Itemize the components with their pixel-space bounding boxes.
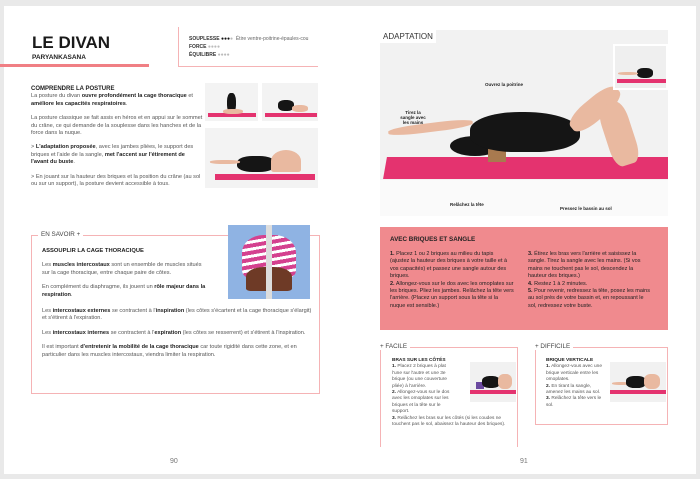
adaptation-thumbnail [613,44,668,90]
callout-strap: Tirez la sangle avec les mains [400,110,426,125]
attr-force: FORCE ●●●● [189,44,220,50]
easy-step-1: 1. Placez 2 briques à plat l'une sur l'autre et une 3e brique (ou une couverture pliée) à l'arrière. [392,364,447,389]
adaptation-label: ADAPTATION [380,30,436,43]
understand-p4: > En jouant sur la hauteur des briques et la position du crâne (au sol ou sur un support), la posture devient accessible à tous. [31,173,201,188]
callout-chest: Ouvrez la poitrine [485,82,524,87]
pose-subtitle: PARYANKASANA [32,54,86,61]
savoir-p2: En complément du diaphragme, ils jouent un rôle majeur dans la respiration. [42,284,206,298]
easy-box [380,343,518,447]
right-page [350,6,696,474]
ribcage-illustration [228,225,310,299]
photo-seated-pose [205,83,258,121]
easy-step-2: 2. Allongez-vous sur le dos avec les omoplates sur les briques et la tête sur le support. [392,390,450,415]
steps-heading: AVEC BRIQUES ET SANGLE [390,236,476,243]
hard-box [535,343,668,425]
photo-adapted-pose [205,128,318,188]
hard-step-3: 3. Relâchez la tête vers le sol. [546,396,602,408]
attributes-box [178,27,318,67]
savoir-p5: Il est important d'entretenir la mobilité de la cage thoracique car toute rigidité dans cette zone, et en particulier dans les muscles intercostaux, viendra limiter la respiration. [42,344,297,358]
easy-heading: BRAS SUR LES CÔTÉS [392,358,446,363]
savoir-p3: Les intercostaux externes se contractent à l'inspiration (les côtes s'écartent et la cage thoracique s'élargit) et s'étirent à l'expiration. [42,308,312,322]
savoir-p4: Les intercostaux internes se contractent à l'expiration (les côtes se resserrent) et s'étirent à l'inspiration. [42,329,306,336]
callout-head: Relâchez la tête [450,202,484,207]
en-savoir-heading: ASSOUPLIR LA CAGE THORACIQUE [42,248,144,254]
left-page [4,6,350,474]
pose-title: LE DIVAN [32,33,111,52]
hard-photo [610,362,666,402]
page-number-left: 90 [170,458,178,465]
easy-photo [470,362,516,402]
hard-step-2: 2. En tirant la sangle, amenez les mains au sol. [546,383,601,396]
callout-pelvis: Pressez le bassin au sol [560,206,612,211]
easy-label: + FACILE [377,343,410,350]
title-underline [0,64,149,67]
steps-box [380,227,668,330]
understand-heading: COMPRENDRE LA POSTURE [31,86,115,92]
understand-p3: > L'adaptation proposée, avec les jambes pliées, le support des briques et l'aide de la sangle, met l'accent sur l'étirement de l'avant du buste. [31,144,194,166]
adaptation-photo [380,30,668,216]
photo-classic-pose [262,83,318,121]
attr-souplesse: SOUPLESSE ●●●● Étire ventre-poitrine-épaules-cou [189,36,309,42]
page-number-right: 91 [520,458,528,465]
hard-step-1: 1. Allongez-vous avec une brique verticale entre les omoplates. [546,364,603,383]
attr-equilibre: ÉQUILIBRE ●●●● [189,52,230,58]
understand-p1: La posture du divan ouvre profondément la cage thoracique et améliore les capacités respiratoires. [31,93,193,107]
en-savoir-label: EN SAVOIR + [38,231,83,238]
hard-heading: BRIQUE VERTICALE [546,358,594,363]
hard-label: + DIFFICILE [532,343,573,350]
understand-section [31,86,203,188]
savoir-p1: Les muscles intercostaux sont un ensemble de muscles situés sur la cage thoracique, entre chaque paire de côtes. [42,262,202,276]
steps-col-1: 1. Placez 1 ou 2 briques au milieu du tapis (ajustez la hauteur des briques à votre taille et à vos capacités) et passez une sangle autour des briques. 2. Allongez-vous sur le dos avec les omoplates sur les briques. Pliez les jambes. Relâchez la tête vers l'arrière. (Placez un support sous la tête si la nuque est sensible.) [390,251,514,309]
easy-step-3: 3. Relâchez les bras sur les côtés (si les coudes ne touchent pas le sol, abaissez la hauteur des briques). [392,415,506,428]
understand-p2: La posture classique se fait assis en héros et en appui sur le sommet du crâne, ce qui demande de la souplesse dans les hanches et de la force dans la nuque. [31,115,203,137]
steps-col-2: 3. Étirez les bras vers l'arrière et saisissez la sangle. Tirez la sangle avec les mains. (Si vos mains ne touchent pas le sol, descendez la hauteur des briques.) 4. Restez 1 à 2 minutes. 5. Pour revenir, redressez la tête, posez les mains au sol près de votre bassin et, en repoussant le sol, redressez votre buste. [528,251,650,309]
